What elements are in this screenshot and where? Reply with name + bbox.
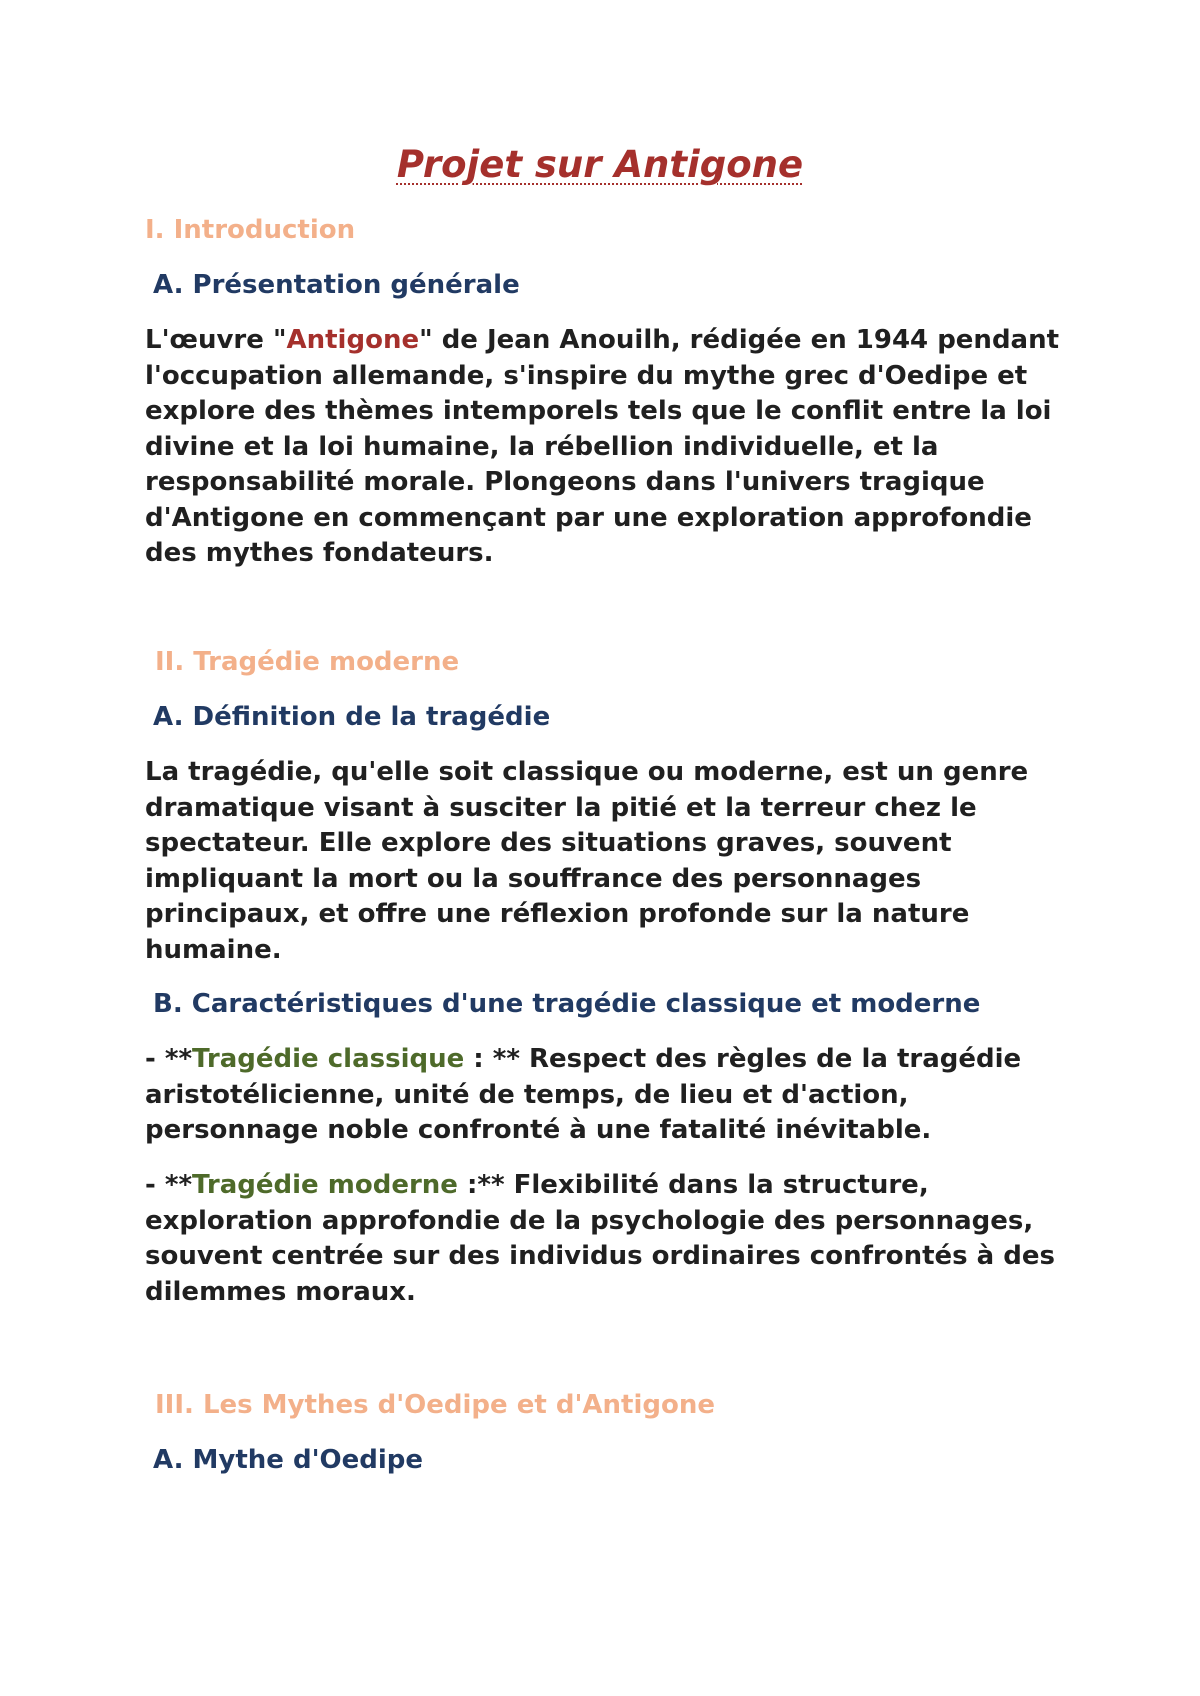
document-title — [0, 140, 1200, 190]
label-tragedie-classique: Tragédie classique — [192, 1044, 465, 1074]
section-heading-mythes: III. Les Mythes d'Oedipe et d'Antigone — [155, 1390, 716, 1420]
list-item-tragedie-classique — [145, 1042, 1065, 1149]
document-title-text: Projet sur Antigone — [396, 143, 804, 186]
paragraph-presentation — [145, 323, 1065, 572]
list-item-prefix: - ** — [145, 1044, 193, 1074]
subsection-heading-definition: A. Définition de la tragédie — [153, 702, 551, 732]
section-heading-introduction: I. Introduction — [145, 215, 356, 245]
list-item-text: :** Flexibilité dans la structure, exploration approfondie de la psychologie des personnages, souvent centrée sur des individus ordinaires confrontés à des dilemmes moraux. — [145, 1170, 1055, 1307]
subsection-heading-presentation: A. Présentation générale — [153, 270, 520, 300]
paragraph-text-end: " de Jean Anouilh, rédigée en 1944 pendant l'occupation allemande, s'inspire du mythe grec d'Oedipe et explore des thèmes intemporels tels que le conflit entre la loi divine et la loi humaine, la rébellion individuelle, et la responsabilité morale. Plongeons dans l'univers tragique d'Antigone en commençant par une exploration approfondie des mythes fondateurs. — [145, 325, 1060, 568]
section-heading-tragedie: II. Tragédie moderne — [155, 647, 460, 677]
list-item-text: : ** Respect des règles de la tragédie aristotélicienne, unité de temps, de lieu et d'action, personnage noble confronté à une fatalité inévitable. — [145, 1044, 1022, 1145]
subsection-heading-caracteristiques: B. Caractéristiques d'une tragédie classique et moderne — [153, 989, 981, 1019]
paragraph-definition: La tragédie, qu'elle soit classique ou moderne, est un genre dramatique visant à susciter la pitié et la terreur chez le spectateur. Elle explore des situations graves, souvent impliquant la mort ou la souffrance des personnages principaux, et offre une réflexion profonde sur la nature humaine. — [145, 757, 1029, 965]
list-item-tragedie-moderne — [145, 1168, 1065, 1310]
paragraph-text-start: L'œuvre " — [145, 325, 287, 355]
list-item-prefix: - ** — [145, 1170, 193, 1200]
subsection-heading-mythe-oedipe: A. Mythe d'Oedipe — [153, 1445, 424, 1475]
label-tragedie-moderne: Tragédie moderne — [192, 1170, 458, 1200]
highlight-antigone: Antigone — [286, 325, 420, 355]
